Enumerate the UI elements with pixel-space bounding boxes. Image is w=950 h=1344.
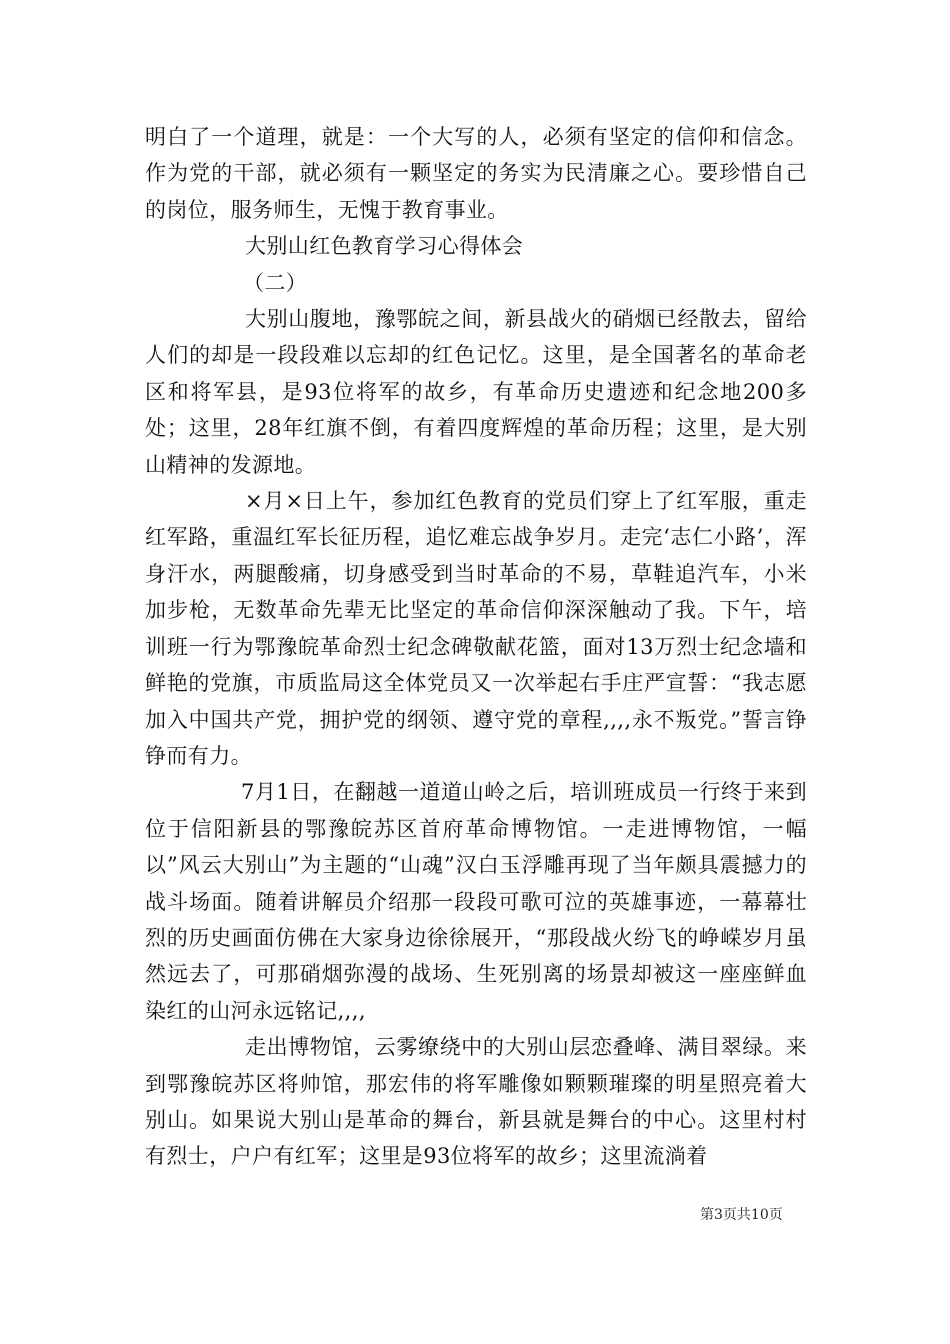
document-body — [145, 119, 807, 1175]
paragraph-continuation: 明白了一个道理，就是：一个大写的人，必须有坚定的信仰和信念。作为党的干部，就必须有一颗坚定的务实为民清廉之心。要珍惜自己的岗位，服务师生，无愧于教育事业。 — [145, 125, 807, 222]
page-number-footer: 第3页共10页 — [700, 1207, 783, 1223]
paragraph: 大别山腹地，豫鄂皖之间，新县战火的硝烟已经散去，留给人们的却是一段段难以忘却的红色记忆。这里，是全国著名的革命老区和将军县，是93位将军的故乡，有革命历史遗迹和纪念地200多处；这里，28年红旗不倒，有着四度辉煌的革命历程；这里，是大别山精神的发源地。 — [145, 307, 807, 477]
section-title: 大别山红色教育学习心得体会 — [245, 234, 524, 259]
paragraph: 走出博物馆，云雾缭绕中的大别山层恋叠峰、满目翠绿。来到鄂豫皖苏区将帅馆，那宏伟的将军雕像如颗颗璀璨的明星照亮着大别山。如果说大别山是革命的舞台，新县就是舞台的中心。这里村村有烈士，户户有红军；这里是93位将军的故乡；这里流淌着 — [145, 1035, 807, 1169]
section-number: （二） — [243, 270, 308, 295]
paragraph: ×月×日上午，参加红色教育的党员们穿上了红军服，重走红军路，重温红军长征历程，追忆难忘战争岁月。走完‘志仁小路’，浑身汗水，两腿酸痛，切身感受到当时革命的不易，草鞋追汽车，小米加步枪，无数革命先辈无比坚定的革命信仰深深触动了我。下午，培训班一行为鄂豫皖革命烈士纪念碑敬献花篮，面对13万烈士纪念墙和鲜艳的党旗，市质监局这全体党员又一次举起右手庄严宣誓：“我志愿加入中国共产党，拥护党的纲领、遵守党的章程,,,,永不叛党。”誓言铮铮而有力。 — [145, 489, 807, 768]
paragraph: 7月1日，在翻越一道道山岭之后，培训班成员一行终于来到位于信阳新县的鄂豫皖苏区首府革命博物馆。一走进博物馆，一幅以”风云大别山”为主题的“山魂”汉白玉浮雕再现了当年颇具震撼力的战斗场面。随着讲解员介绍那一段段可歌可泣的英雄事迹，一幕幕壮烈的历史画面仿佛在大家身边徐徐展开，“那段战火纷飞的峥嵘岁月虽然远去了，可那硝烟弥漫的战场、生死别离的场景却被这一座座鲜血染红的山河永远铭记,,,, — [145, 780, 807, 1023]
